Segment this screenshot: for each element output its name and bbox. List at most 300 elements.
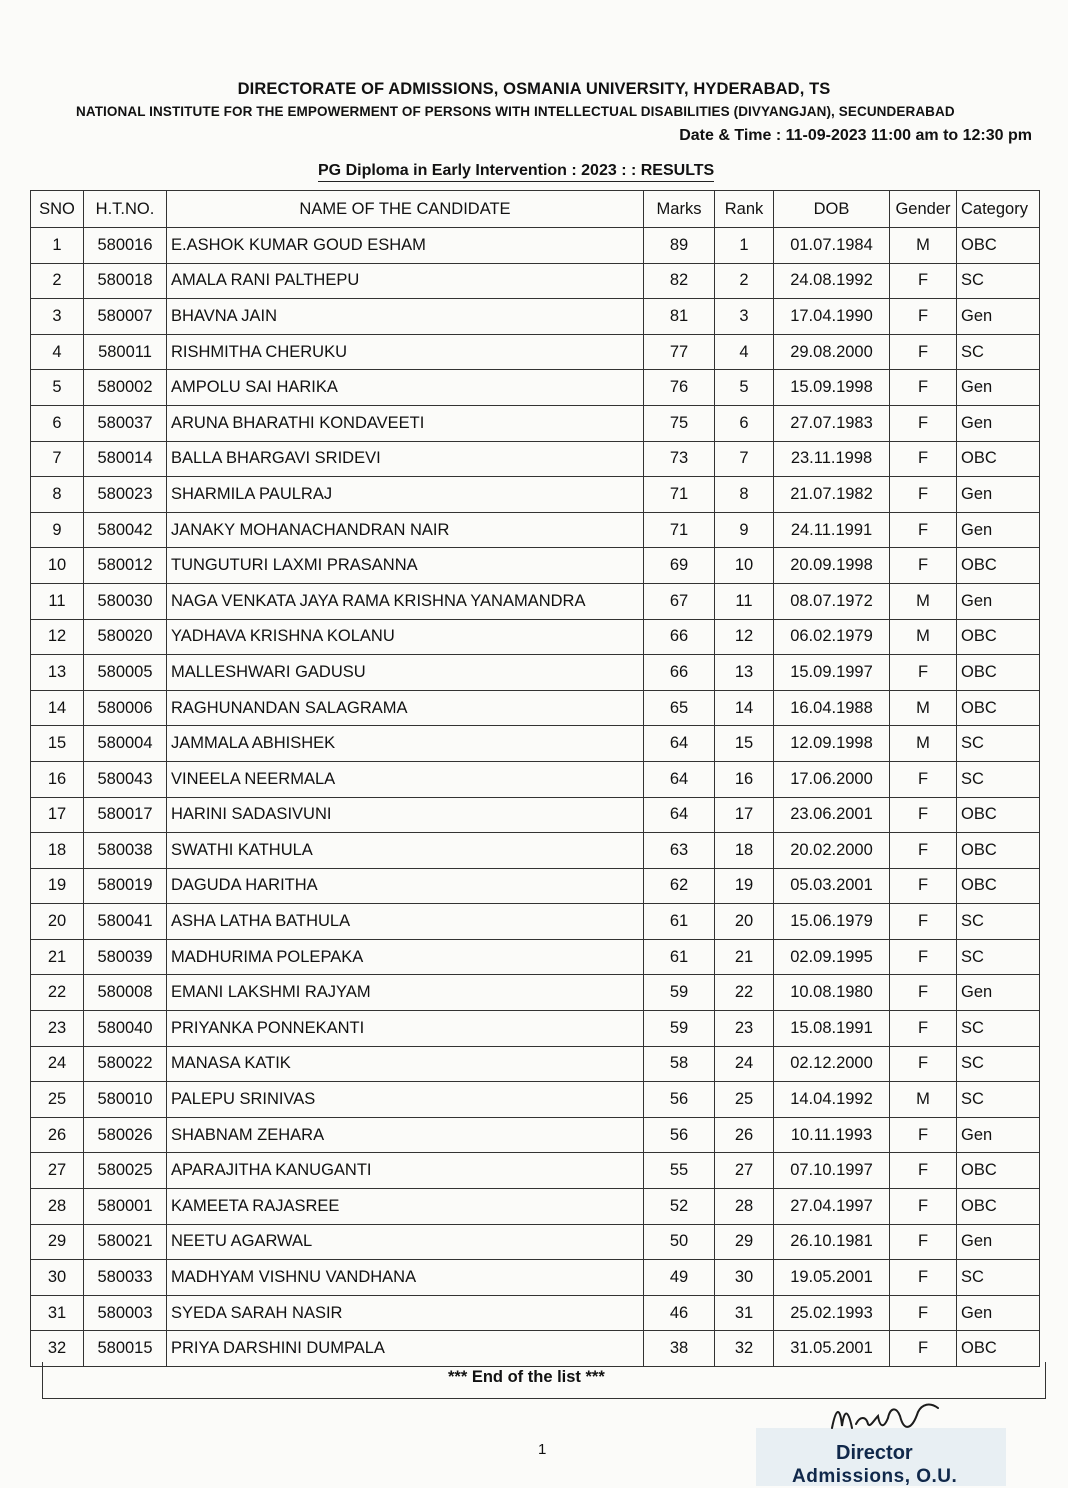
cell-htno: 580002 (84, 370, 167, 406)
table-header-row (31, 191, 1040, 228)
cell-htno: 580001 (84, 1189, 167, 1225)
cell-name: YADHAVA KRISHNA KOLANU (167, 619, 644, 655)
cell-htno: 580005 (84, 655, 167, 691)
cell-dob: 19.05.2001 (774, 1260, 890, 1296)
cell-sno: 9 (31, 512, 84, 548)
cell-category: OBC (957, 655, 1040, 691)
cell-category: Gen (957, 1117, 1040, 1153)
cell-marks: 71 (644, 512, 715, 548)
cell-marks: 66 (644, 619, 715, 655)
cell-sno: 19 (31, 868, 84, 904)
cell-category: Gen (957, 1224, 1040, 1260)
header-institute: NATIONAL INSTITUTE FOR THE EMPOWERMENT OF PERSONS WITH INTELLECTUAL DISABILITIES (DIVYANGJAN), SECUNDERABAD (76, 104, 955, 119)
cell-category: Gen (957, 405, 1040, 441)
cell-dob: 26.10.1981 (774, 1224, 890, 1260)
cell-marks: 64 (644, 726, 715, 762)
cell-marks: 61 (644, 939, 715, 975)
table-row (31, 726, 1040, 762)
cell-dob: 17.06.2000 (774, 761, 890, 797)
cell-dob: 24.08.1992 (774, 263, 890, 299)
page-number: 1 (538, 1441, 547, 1458)
cell-rank: 15 (715, 726, 774, 762)
col-header-gender: Gender (890, 191, 957, 228)
cell-sno: 28 (31, 1189, 84, 1225)
cell-htno: 580018 (84, 263, 167, 299)
cell-htno: 580019 (84, 868, 167, 904)
col-header-marks: Marks (644, 191, 715, 228)
cell-marks: 89 (644, 228, 715, 264)
cell-dob: 16.04.1988 (774, 690, 890, 726)
cell-marks: 61 (644, 904, 715, 940)
cell-category: OBC (957, 1153, 1040, 1189)
cell-htno: 580025 (84, 1153, 167, 1189)
col-header-name: NAME OF THE CANDIDATE (167, 191, 644, 228)
cell-marks: 71 (644, 477, 715, 513)
cell-dob: 25.02.1993 (774, 1295, 890, 1331)
cell-marks: 65 (644, 690, 715, 726)
cell-rank: 31 (715, 1295, 774, 1331)
cell-dob: 20.02.2000 (774, 833, 890, 869)
cell-name: VINEELA NEERMALA (167, 761, 644, 797)
cell-rank: 25 (715, 1082, 774, 1118)
cell-category: OBC (957, 868, 1040, 904)
cell-marks: 76 (644, 370, 715, 406)
table-row (31, 228, 1040, 264)
cell-category: Gen (957, 1295, 1040, 1331)
cell-name: DAGUDA HARITHA (167, 868, 644, 904)
cell-sno: 26 (31, 1117, 84, 1153)
table-row (31, 868, 1040, 904)
cell-sno: 6 (31, 405, 84, 441)
cell-rank: 17 (715, 797, 774, 833)
cell-sno: 8 (31, 477, 84, 513)
cell-sno: 24 (31, 1046, 84, 1082)
cell-gender: F (890, 655, 957, 691)
table-row (31, 761, 1040, 797)
cell-htno: 580022 (84, 1046, 167, 1082)
cell-dob: 07.10.1997 (774, 1153, 890, 1189)
cell-name: ASHA LATHA BATHULA (167, 904, 644, 940)
cell-htno: 580030 (84, 583, 167, 619)
cell-rank: 18 (715, 833, 774, 869)
header-directorate: DIRECTORATE OF ADMISSIONS, OSMANIA UNIVERSITY, HYDERABAD, TS (237, 80, 831, 98)
cell-rank: 5 (715, 370, 774, 406)
cell-name: SYEDA SARAH NASIR (167, 1295, 644, 1331)
cell-marks: 49 (644, 1260, 715, 1296)
table-row (31, 299, 1040, 335)
cell-dob: 02.09.1995 (774, 939, 890, 975)
cell-sno: 14 (31, 690, 84, 726)
cell-dob: 15.06.1979 (774, 904, 890, 940)
table-row (31, 904, 1040, 940)
cell-gender: F (890, 939, 957, 975)
cell-marks: 62 (644, 868, 715, 904)
cell-name: APARAJITHA KANUGANTI (167, 1153, 644, 1189)
cell-htno: 580008 (84, 975, 167, 1011)
table-row (31, 548, 1040, 584)
cell-name: SHABNAM ZEHARA (167, 1117, 644, 1153)
cell-gender: M (890, 690, 957, 726)
cell-dob: 14.04.1992 (774, 1082, 890, 1118)
cell-rank: 11 (715, 583, 774, 619)
cell-rank: 10 (715, 548, 774, 584)
cell-sno: 22 (31, 975, 84, 1011)
cell-htno: 580038 (84, 833, 167, 869)
cell-name: JAMMALA ABHISHEK (167, 726, 644, 762)
cell-htno: 580042 (84, 512, 167, 548)
cell-rank: 9 (715, 512, 774, 548)
cell-htno: 580021 (84, 1224, 167, 1260)
table-row (31, 797, 1040, 833)
cell-marks: 73 (644, 441, 715, 477)
cell-htno: 580020 (84, 619, 167, 655)
cell-sno: 20 (31, 904, 84, 940)
cell-sno: 2 (31, 263, 84, 299)
cell-name: AMPOLU SAI HARIKA (167, 370, 644, 406)
cell-marks: 82 (644, 263, 715, 299)
cell-category: SC (957, 904, 1040, 940)
cell-dob: 10.08.1980 (774, 975, 890, 1011)
cell-gender: F (890, 1224, 957, 1260)
cell-name: MADHYAM VISHNU VANDHANA (167, 1260, 644, 1296)
cell-gender: F (890, 548, 957, 584)
cell-gender: F (890, 1046, 957, 1082)
cell-rank: 1 (715, 228, 774, 264)
cell-htno: 580017 (84, 797, 167, 833)
cell-rank: 4 (715, 334, 774, 370)
cell-sno: 12 (31, 619, 84, 655)
cell-category: OBC (957, 797, 1040, 833)
table-row (31, 1082, 1040, 1118)
cell-htno: 580003 (84, 1295, 167, 1331)
cell-marks: 67 (644, 583, 715, 619)
cell-htno: 580016 (84, 228, 167, 264)
cell-gender: F (890, 797, 957, 833)
cell-htno: 580014 (84, 441, 167, 477)
cell-gender: M (890, 726, 957, 762)
cell-category: OBC (957, 1189, 1040, 1225)
table-row (31, 833, 1040, 869)
cell-marks: 64 (644, 797, 715, 833)
results-table (30, 190, 1040, 1367)
header-date-time: Date & Time : 11-09-2023 11:00 am to 12:30 pm (679, 127, 1032, 144)
cell-rank: 29 (715, 1224, 774, 1260)
cell-rank: 30 (715, 1260, 774, 1296)
table-row (31, 1260, 1040, 1296)
cell-category: Gen (957, 583, 1040, 619)
cell-category: SC (957, 334, 1040, 370)
cell-marks: 66 (644, 655, 715, 691)
cell-rank: 12 (715, 619, 774, 655)
cell-marks: 59 (644, 1011, 715, 1047)
table-row (31, 619, 1040, 655)
table-row (31, 441, 1040, 477)
cell-name: EMANI LAKSHMI RAJYAM (167, 975, 644, 1011)
table-row (31, 939, 1040, 975)
cell-sno: 7 (31, 441, 84, 477)
stamp-director-text: Director (836, 1442, 913, 1464)
table-row (31, 1011, 1040, 1047)
cell-rank: 3 (715, 299, 774, 335)
cell-name: NEETU AGARWAL (167, 1224, 644, 1260)
cell-htno: 580039 (84, 939, 167, 975)
cell-htno: 580012 (84, 548, 167, 584)
cell-htno: 580007 (84, 299, 167, 335)
cell-name: JANAKY MOHANACHANDRAN NAIR (167, 512, 644, 548)
cell-sno: 4 (31, 334, 84, 370)
cell-dob: 12.09.1998 (774, 726, 890, 762)
cell-sno: 1 (31, 228, 84, 264)
cell-category: Gen (957, 975, 1040, 1011)
cell-marks: 52 (644, 1189, 715, 1225)
col-header-dob: DOB (774, 191, 890, 228)
cell-sno: 23 (31, 1011, 84, 1047)
cell-rank: 20 (715, 904, 774, 940)
cell-sno: 25 (31, 1082, 84, 1118)
cell-gender: M (890, 228, 957, 264)
cell-gender: M (890, 619, 957, 655)
signature-icon (826, 1398, 946, 1438)
cell-rank: 26 (715, 1117, 774, 1153)
cell-marks: 77 (644, 334, 715, 370)
cell-marks: 64 (644, 761, 715, 797)
cell-rank: 27 (715, 1153, 774, 1189)
col-header-sno: SNO (31, 191, 84, 228)
cell-htno: 580011 (84, 334, 167, 370)
cell-name: AMALA RANI PALTHEPU (167, 263, 644, 299)
table-row (31, 1224, 1040, 1260)
cell-category: SC (957, 939, 1040, 975)
cell-htno: 580015 (84, 1331, 167, 1367)
cell-dob: 17.04.1990 (774, 299, 890, 335)
table-row (31, 583, 1040, 619)
cell-category: OBC (957, 619, 1040, 655)
table-row (31, 1046, 1040, 1082)
cell-sno: 17 (31, 797, 84, 833)
cell-name: PRIYANKA PONNEKANTI (167, 1011, 644, 1047)
cell-dob: 06.02.1979 (774, 619, 890, 655)
cell-dob: 29.08.2000 (774, 334, 890, 370)
cell-name: MANASA KATIK (167, 1046, 644, 1082)
table-row (31, 1117, 1040, 1153)
cell-gender: F (890, 1260, 957, 1296)
cell-htno: 580023 (84, 477, 167, 513)
cell-dob: 23.11.1998 (774, 441, 890, 477)
cell-rank: 14 (715, 690, 774, 726)
cell-name: BALLA BHARGAVI SRIDEVI (167, 441, 644, 477)
cell-marks: 50 (644, 1224, 715, 1260)
cell-gender: F (890, 370, 957, 406)
cell-marks: 59 (644, 975, 715, 1011)
end-of-list-text: *** End of the list *** (448, 1368, 605, 1386)
cell-category: SC (957, 263, 1040, 299)
cell-category: Gen (957, 512, 1040, 548)
cell-category: Gen (957, 299, 1040, 335)
cell-gender: F (890, 1189, 957, 1225)
cell-gender: F (890, 1295, 957, 1331)
cell-sno: 30 (31, 1260, 84, 1296)
cell-category: SC (957, 1260, 1040, 1296)
cell-gender: F (890, 868, 957, 904)
cell-marks: 58 (644, 1046, 715, 1082)
cell-dob: 23.06.2001 (774, 797, 890, 833)
cell-gender: M (890, 583, 957, 619)
cell-category: OBC (957, 548, 1040, 584)
cell-marks: 56 (644, 1117, 715, 1153)
cell-gender: F (890, 405, 957, 441)
cell-htno: 580041 (84, 904, 167, 940)
cell-rank: 21 (715, 939, 774, 975)
table-row (31, 655, 1040, 691)
cell-category: OBC (957, 833, 1040, 869)
stamp-admissions-text: Admissions, O.U. (792, 1466, 958, 1487)
results-title: PG Diploma in Early Intervention : 2023 : : RESULTS (318, 162, 714, 182)
cell-name: ARUNA BHARATHI KONDAVEETI (167, 405, 644, 441)
cell-htno: 580043 (84, 761, 167, 797)
cell-gender: F (890, 904, 957, 940)
cell-sno: 31 (31, 1295, 84, 1331)
table-row (31, 1153, 1040, 1189)
cell-gender: F (890, 1331, 957, 1367)
table-row (31, 477, 1040, 513)
cell-name: HARINI SADASIVUNI (167, 797, 644, 833)
cell-htno: 580004 (84, 726, 167, 762)
cell-sno: 5 (31, 370, 84, 406)
cell-sno: 3 (31, 299, 84, 335)
cell-sno: 16 (31, 761, 84, 797)
table-row (31, 370, 1040, 406)
cell-rank: 2 (715, 263, 774, 299)
cell-htno: 580033 (84, 1260, 167, 1296)
table-row (31, 975, 1040, 1011)
cell-rank: 28 (715, 1189, 774, 1225)
cell-rank: 32 (715, 1331, 774, 1367)
cell-name: KAMEETA RAJASREE (167, 1189, 644, 1225)
cell-sno: 13 (31, 655, 84, 691)
cell-gender: M (890, 1082, 957, 1118)
cell-gender: F (890, 975, 957, 1011)
cell-gender: F (890, 1011, 957, 1047)
cell-marks: 63 (644, 833, 715, 869)
table-row (31, 512, 1040, 548)
cell-category: OBC (957, 441, 1040, 477)
cell-category: SC (957, 726, 1040, 762)
cell-marks: 46 (644, 1295, 715, 1331)
cell-dob: 31.05.2001 (774, 1331, 890, 1367)
cell-name: PRIYA DARSHINI DUMPALA (167, 1331, 644, 1367)
cell-dob: 21.07.1982 (774, 477, 890, 513)
cell-rank: 7 (715, 441, 774, 477)
cell-marks: 69 (644, 548, 715, 584)
cell-dob: 27.07.1983 (774, 405, 890, 441)
table-row (31, 334, 1040, 370)
cell-dob: 08.07.1972 (774, 583, 890, 619)
cell-name: PALEPU SRINIVAS (167, 1082, 644, 1118)
cell-name: BHAVNA JAIN (167, 299, 644, 335)
cell-category: OBC (957, 690, 1040, 726)
cell-htno: 580037 (84, 405, 167, 441)
cell-sno: 21 (31, 939, 84, 975)
cell-name: MALLESHWARI GADUSU (167, 655, 644, 691)
cell-rank: 19 (715, 868, 774, 904)
cell-name: TUNGUTURI LAXMI PRASANNA (167, 548, 644, 584)
cell-category: SC (957, 1011, 1040, 1047)
cell-gender: F (890, 263, 957, 299)
cell-rank: 6 (715, 405, 774, 441)
cell-gender: F (890, 441, 957, 477)
cell-dob: 05.03.2001 (774, 868, 890, 904)
cell-category: Gen (957, 370, 1040, 406)
col-header-htno: H.T.NO. (84, 191, 167, 228)
cell-marks: 55 (644, 1153, 715, 1189)
cell-name: RISHMITHA CHERUKU (167, 334, 644, 370)
cell-marks: 56 (644, 1082, 715, 1118)
cell-rank: 13 (715, 655, 774, 691)
cell-htno: 580026 (84, 1117, 167, 1153)
cell-name: SHARMILA PAULRAJ (167, 477, 644, 513)
cell-dob: 02.12.2000 (774, 1046, 890, 1082)
table-row (31, 1189, 1040, 1225)
cell-name: RAGHUNANDAN SALAGRAMA (167, 690, 644, 726)
cell-rank: 8 (715, 477, 774, 513)
table-row (31, 690, 1040, 726)
cell-marks: 38 (644, 1331, 715, 1367)
table-row (31, 1295, 1040, 1331)
cell-rank: 22 (715, 975, 774, 1011)
cell-category: OBC (957, 228, 1040, 264)
cell-sno: 18 (31, 833, 84, 869)
cell-marks: 75 (644, 405, 715, 441)
cell-dob: 01.07.1984 (774, 228, 890, 264)
cell-name: NAGA VENKATA JAYA RAMA KRISHNA YANAMANDRA (167, 583, 644, 619)
cell-category: SC (957, 761, 1040, 797)
cell-category: SC (957, 1046, 1040, 1082)
cell-htno: 580010 (84, 1082, 167, 1118)
cell-gender: F (890, 761, 957, 797)
cell-category: Gen (957, 477, 1040, 513)
cell-sno: 29 (31, 1224, 84, 1260)
table-row (31, 263, 1040, 299)
col-header-category: Category (957, 191, 1040, 228)
cell-name: E.ASHOK KUMAR GOUD ESHAM (167, 228, 644, 264)
cell-sno: 15 (31, 726, 84, 762)
cell-htno: 580040 (84, 1011, 167, 1047)
cell-dob: 15.09.1997 (774, 655, 890, 691)
cell-dob: 24.11.1991 (774, 512, 890, 548)
cell-category: SC (957, 1082, 1040, 1118)
cell-dob: 15.08.1991 (774, 1011, 890, 1047)
cell-marks: 81 (644, 299, 715, 335)
col-header-rank: Rank (715, 191, 774, 228)
cell-sno: 32 (31, 1331, 84, 1367)
cell-name: MADHURIMA POLEPAKA (167, 939, 644, 975)
cell-gender: F (890, 334, 957, 370)
cell-rank: 24 (715, 1046, 774, 1082)
cell-dob: 27.04.1997 (774, 1189, 890, 1225)
cell-gender: F (890, 299, 957, 335)
cell-htno: 580006 (84, 690, 167, 726)
cell-gender: F (890, 833, 957, 869)
results-body (31, 228, 1040, 1367)
cell-dob: 20.09.1998 (774, 548, 890, 584)
cell-sno: 27 (31, 1153, 84, 1189)
cell-category: OBC (957, 1331, 1040, 1367)
cell-dob: 10.11.1993 (774, 1117, 890, 1153)
cell-sno: 10 (31, 548, 84, 584)
cell-dob: 15.09.1998 (774, 370, 890, 406)
cell-sno: 11 (31, 583, 84, 619)
table-row (31, 405, 1040, 441)
